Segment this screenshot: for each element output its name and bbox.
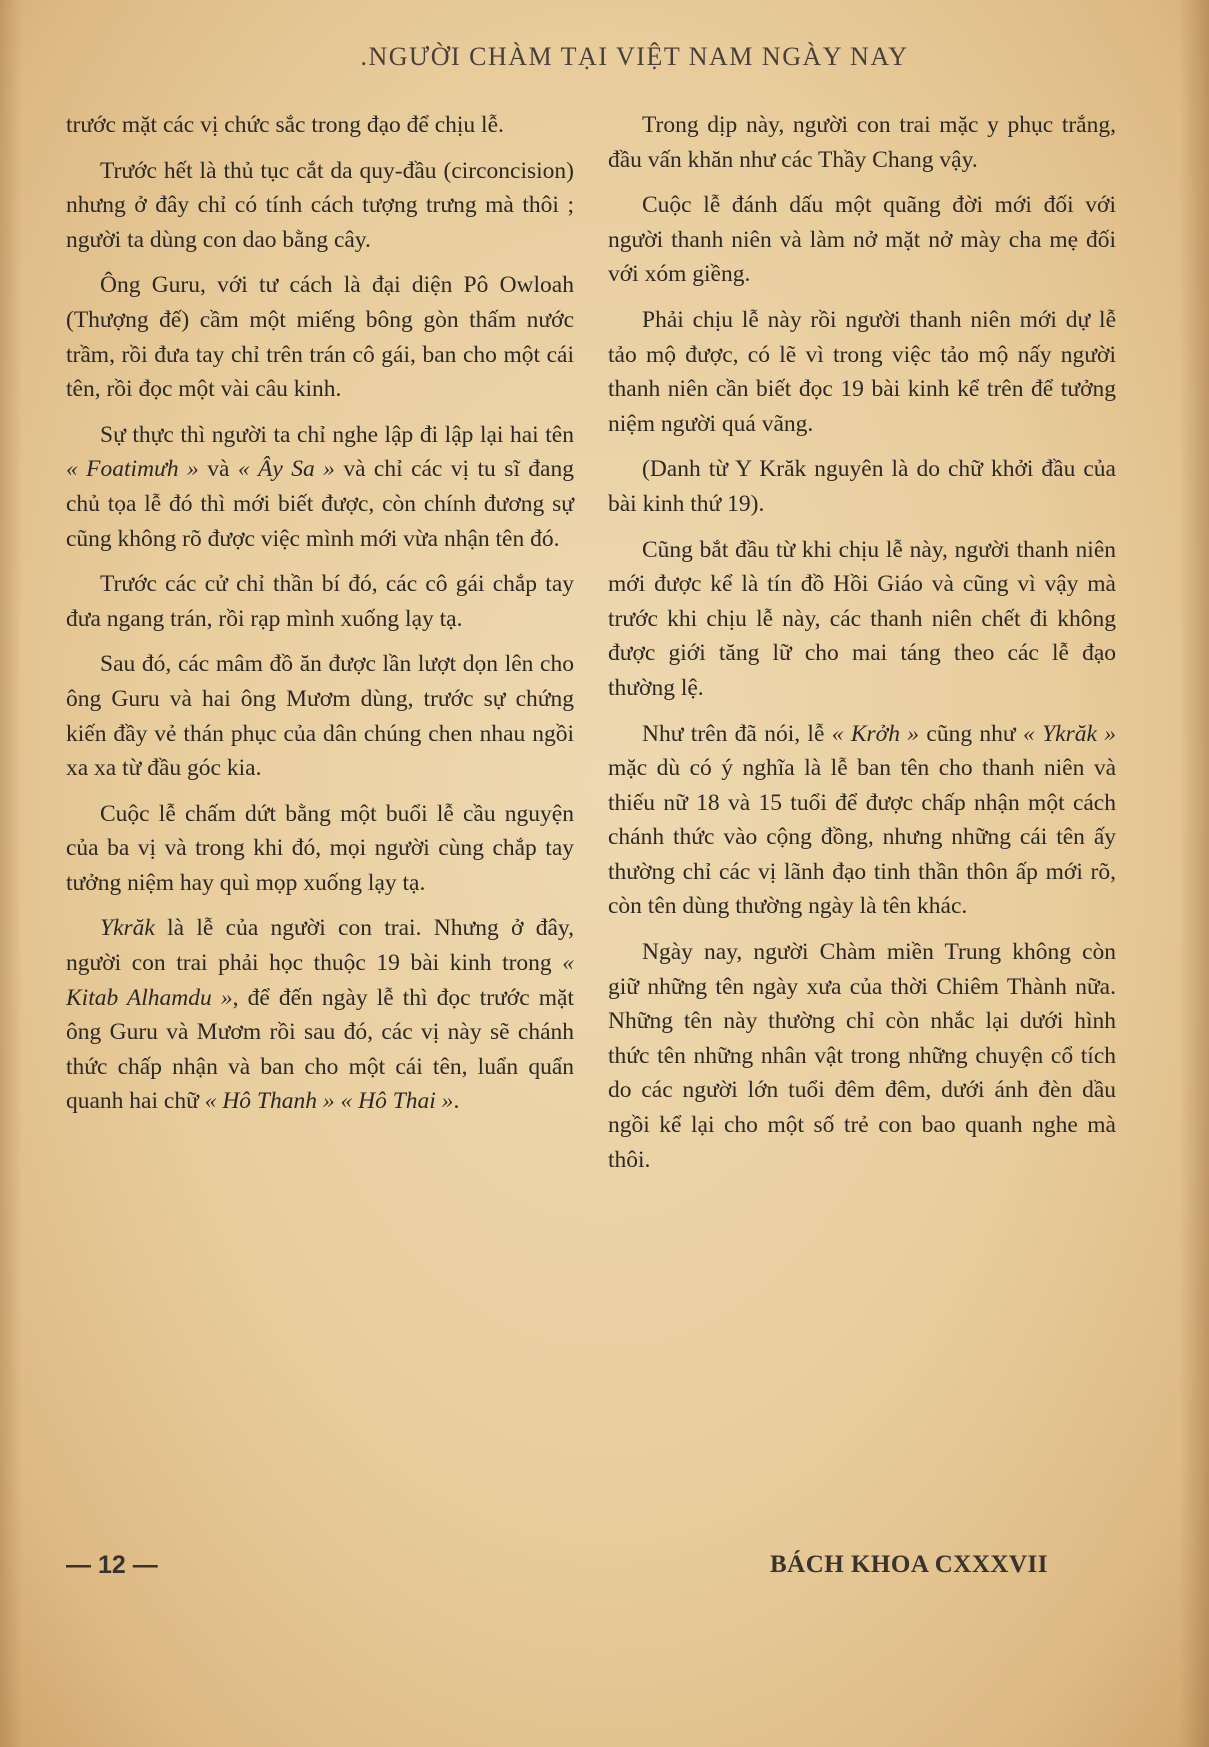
paragraph <box>608 717 1116 925</box>
text-run: Như trên đã nói, lễ <box>642 720 832 747</box>
paragraph <box>66 418 574 556</box>
term-kroh: « Krởh » <box>831 720 920 747</box>
text-run: và chỉ các vị tu sĩ đang chủ tọa lễ đó thì mới biết được, còn chính đương sự cũng không rõ được việc mình mới vừa nhận tên đó. <box>66 456 574 552</box>
paragraph: trước mặt các vị chức sắc trong đạo để chịu lễ. <box>66 112 504 138</box>
name-ay-sa: « Ây Sa » <box>237 456 335 483</box>
book-title: « Kitab Alhamdu » <box>66 950 574 1011</box>
paragraph: (Danh từ Y Krăk nguyên là do chữ khởi đầu của bài kinh thứ 19). <box>608 456 1116 517</box>
paper-edge-shadow-right <box>1179 0 1209 1747</box>
running-title: .NGƯỜI CHÀM TẠI VIỆT NAM NGÀY NAY <box>360 42 909 71</box>
text-run: và <box>198 456 238 483</box>
term-ykrak: « Ykrăk » <box>1022 720 1116 747</box>
left-column <box>66 108 574 1130</box>
text-run: là lễ của người con trai. Nhưng ở đây, người con trai phải học thuộc 19 bài kinh trong <box>66 915 574 977</box>
right-column <box>608 108 1116 1188</box>
text-run: cũng như <box>919 720 1023 747</box>
paragraph: Trước các cử chỉ thần bí đó, các cô gái chắp tay đưa ngang trán, rồi rạp mình xuống lạy tạ. <box>66 571 574 632</box>
name-ho-thai: « Hô Thai » <box>340 1088 454 1115</box>
text-run: mặc dù có ý nghĩa là lễ ban tên cho thanh niên và thiếu nữ 18 và 15 tuổi để được chấp nhận một cách chánh thức vào cộng đồng, nhưng những cái tên ấy thường chỉ các vị lãnh đạo tinh thần thôn ấp mới rõ, còn tên dùng thường ngày là tên khác. <box>608 755 1116 920</box>
text-run: , để đến ngày lễ thì đọc trước mặt ông Guru và Mươm rồi sau đó, các vị này sẽ chánh thức chấp nhận và ban cho một cái tên, luẩn quẩn quanh hai chữ <box>66 984 574 1115</box>
paragraph: Cuộc lễ đánh dấu một quãng đời mới đối với người thanh niên và làm nở mặt nở mày cha mẹ đối với xóm giềng. <box>608 192 1116 288</box>
magazine-issue: BÁCH KHOA CXXXVII <box>770 1551 1048 1578</box>
text-run: . <box>453 1088 460 1115</box>
name-ho-thanh: « Hô Thanh » <box>204 1088 335 1115</box>
paragraph <box>66 911 574 1119</box>
paragraph: Cũng bắt đầu từ khi chịu lễ này, người thanh niên mới được kể là tín đồ Hồi Giáo và cũng vì vậy mà trước khi chịu lễ này, các thanh niên chết đi không được giới tăng lữ cho mai táng theo các lễ đạo thường lệ. <box>608 536 1116 701</box>
paragraph: Ngày nay, người Chàm miền Trung không còn giữ những tên ngày xưa của thời Chiêm Thành nữa. Những tên này thường chỉ còn nhắc lại dưới hình thức tên những nhân vật trong những chuyện cổ tích do các người lớn tuổi đêm đêm, dưới ánh đèn dầu ngồi kể lại cho một số trẻ con bao quanh nghe mà thôi. <box>608 939 1116 1173</box>
paragraph: Trong dịp này, người con trai mặc y phục trắng, đầu vấn khăn như các Thầy Chang vậy. <box>608 112 1116 173</box>
paragraph: Sau đó, các mâm đồ ăn được lần lượt dọn lên cho ông Guru và hai ông Mươm dùng, trước sự chứng kiến đầy vẻ thán phục của dân chúng chen nhau ngồi xa xa từ đầu góc kia. <box>66 651 574 782</box>
paragraph: Cuộc lễ chấm dứt bằng một buổi lễ cầu nguyện của ba vị và trong khi đó, mọi người cùng chắp tay tưởng niệm hay quì mọp xuống lạy tạ. <box>66 800 574 896</box>
paragraph: Ông Guru, với tư cách là đại diện Pô Owloah (Thượng đế) cầm một miếng bông gòn thấm nước trầm, rồi đưa tay chỉ trên trán cô gái, ban cho một cái tên, rồi đọc một vài câu kinh. <box>66 272 574 403</box>
paper-edge-shadow-left <box>0 0 22 1747</box>
text-run: Sự thực thì người ta chỉ nghe lập đi lập lại hai tên <box>100 421 574 448</box>
paragraph: Trước hết là thủ tục cắt da quy-đầu (circoncision) nhưng ở đây chỉ có tính cách tượng trưng mà thôi ; người ta dùng con dao bằng cây. <box>66 157 574 253</box>
name-foatimuh: « Foatimưh » <box>66 456 199 483</box>
paragraph: Phải chịu lễ này rồi người thanh niên mới dự lễ tảo mộ được, có lẽ vì trong việc tảo mộ nấy người thanh niên cần biết đọc 19 bài kinh kể trên để tưởng niệm người quá vãng. <box>608 306 1116 437</box>
page-number: — 12 — <box>66 1551 158 1579</box>
term-ykrak: Ykrăk <box>100 915 155 942</box>
